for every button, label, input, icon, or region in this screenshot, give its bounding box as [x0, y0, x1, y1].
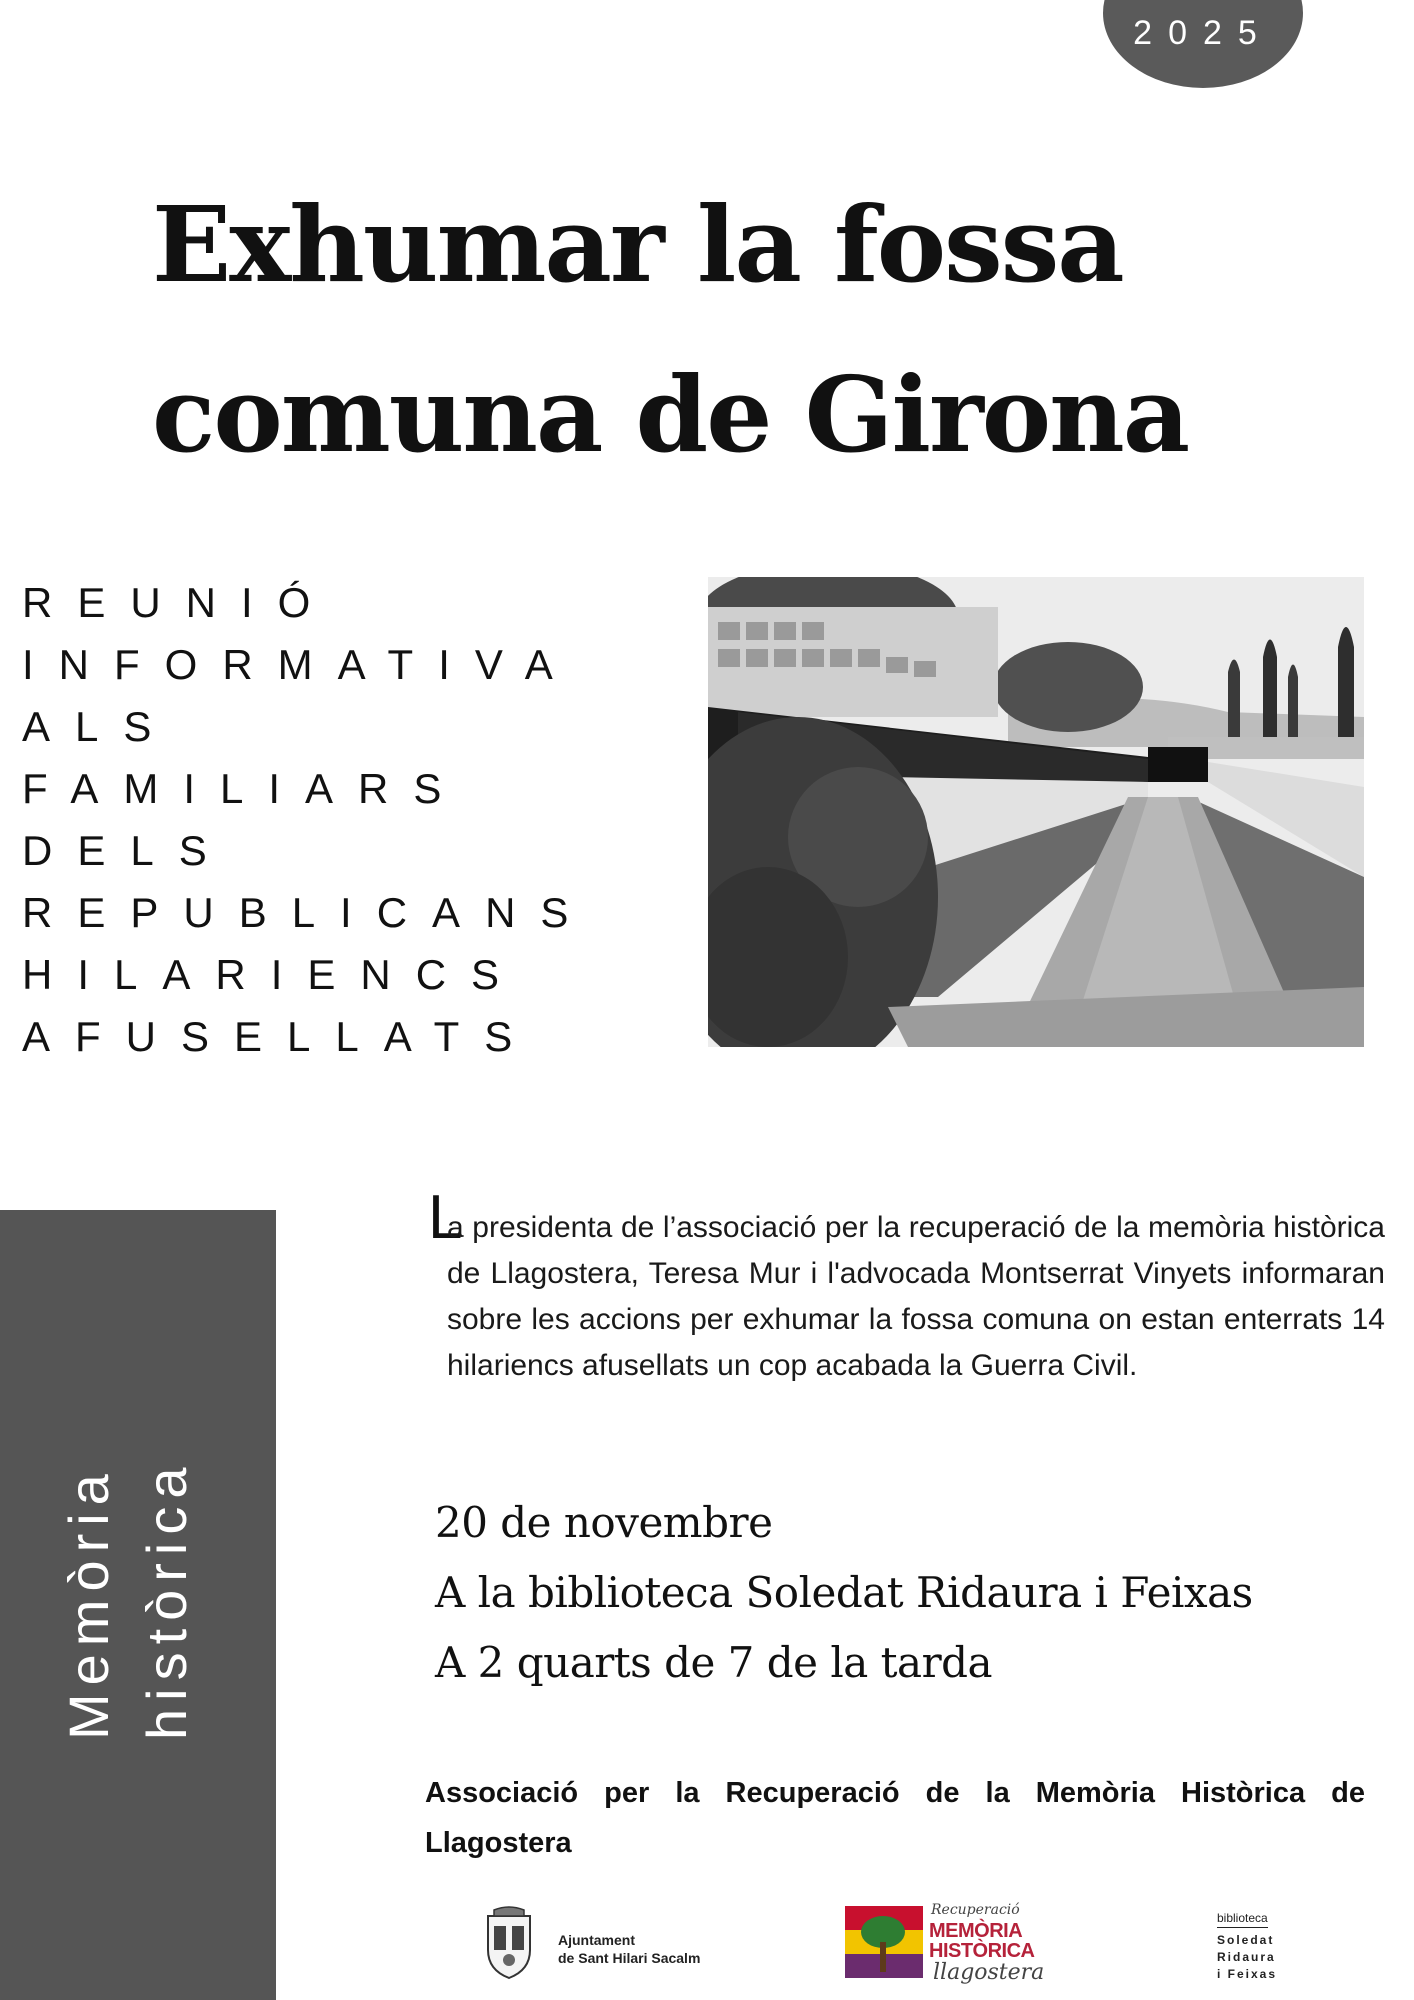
dropcap: L	[428, 1183, 463, 1252]
event-place: A la biblioteca Soledat Ridaura i Feixas	[435, 1568, 1253, 1617]
memoria-line-4: llagostera	[933, 1960, 1045, 1985]
cemetery-photo	[708, 577, 1364, 1047]
page-title	[152, 160, 1252, 500]
title-line-2: comuna de Girona	[152, 353, 1189, 476]
ajuntament-logo	[478, 1906, 738, 1982]
event-time: A 2 quarts de 7 de la tarda	[435, 1638, 993, 1687]
cemetery-photo-illustration	[708, 577, 1364, 1047]
side-bar-line-2: històrica	[135, 1459, 198, 1740]
subtitle-line: HILARIENCS	[22, 951, 525, 998]
subtitle-line: AFUSELLATS	[22, 1013, 538, 1060]
side-bar-line-1: Memòria	[57, 1466, 120, 1740]
body-paragraph: a presidenta de l’associació per la recuperació de la memòria històrica de Llagostera, Teresa Mur i l'advocada Montserrat Vinyets informaran sobre les accions per exhumar la fossa comuna on estan enterrats 14 hilariencs afusellats un cop acabada la Guerra Civil.	[447, 1211, 1385, 1382]
subtitle-line: REUNIÓ	[22, 579, 336, 626]
biblioteca-line-4: i Feixas	[1217, 1967, 1278, 1981]
year-label: 2025	[1133, 14, 1273, 52]
subtitle-line: DELS	[22, 827, 232, 874]
biblioteca-logo	[1217, 1910, 1307, 1983]
ajuntament-line-1: Ajuntament	[558, 1932, 635, 1948]
memoria-line-2: MEMÒRIA	[929, 1920, 1023, 1942]
title-line-1: Exhumar la fossa	[152, 183, 1123, 306]
coat-of-arms-icon	[478, 1906, 540, 1980]
side-bar-text	[50, 1459, 206, 1740]
organizer: Associació per la Recuperació de la Memòria Històrica de Llagostera	[425, 1777, 1365, 1859]
ajuntament-line-2: de Sant Hilari Sacalm	[558, 1950, 701, 1966]
subtitle-line: REPUBLICANS	[22, 889, 594, 936]
subtitle-line: FAMILIARS	[22, 765, 467, 812]
memoria-line-1: Recuperació	[931, 1902, 1020, 1918]
subtitle-line: ALS	[22, 703, 177, 750]
memoria-historica-logo	[845, 1900, 1045, 1996]
event-date: 20 de novembre	[435, 1498, 773, 1547]
republican-flag-icon	[845, 1906, 923, 1978]
biblioteca-line-3: Ridaura	[1217, 1950, 1276, 1964]
subtitle-list	[22, 572, 593, 1068]
biblioteca-line-1: biblioteca	[1217, 1910, 1268, 1928]
event-details	[435, 1488, 1253, 1698]
subtitle-line: INFORMATIVA	[22, 641, 578, 688]
biblioteca-line-2: Soledat	[1217, 1933, 1275, 1947]
memoria-line-3: HISTÒRICA	[929, 1940, 1035, 1962]
